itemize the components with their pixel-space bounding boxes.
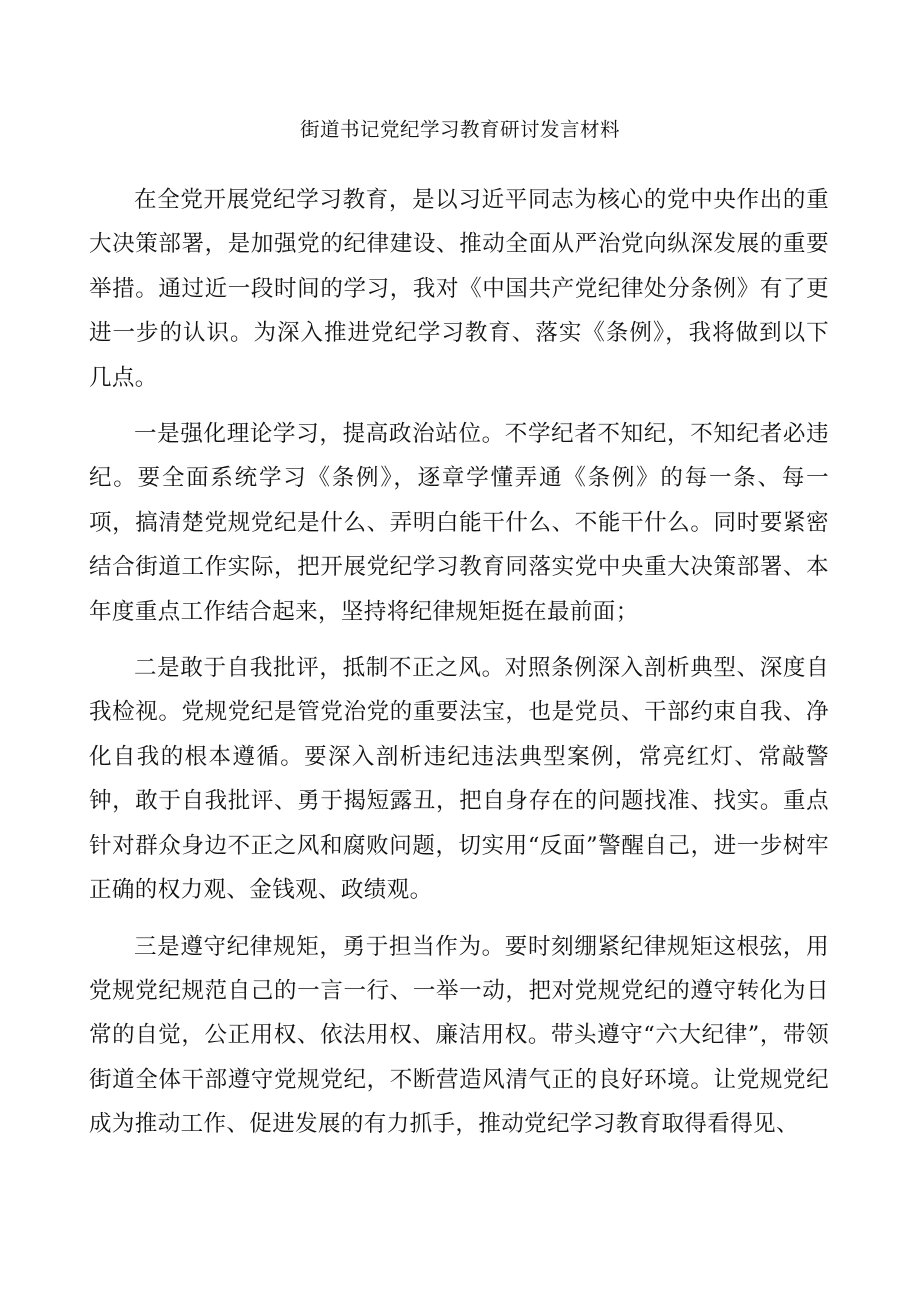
paragraph-intro: 在全党开展党纪学习教育，是以习近平同志为核心的党中央作出的重大决策部署，是加强党的纪律建设、推动全面从严治党向纵深发展的重要举措。通过近一段时间的学习，我对《中国共产党纪律处分条例》有了更进一步的认识。为深入推进党纪学习教育、落实《条例》，我将做到以下几点。 bbox=[89, 187, 829, 391]
paragraph-point-two: 二是敢于自我批评，抵制不正之风。对照条例深入剖析典型、深度自我检视。党规党纪是管党治党的重要法宝，也是党员、干部约束自我、净化自我的根本遵循。要深入剖析违纪违法典型案例，常亮红灯、常敲警钟，敢于自我批评、勇于揭短露丑，把自身存在的问题找准、找实。重点针对群众身边不正之风和腐败问题，切实用“反面”警醒自己，进一步树牢正确的权力观、金钱观、政绩观。 bbox=[89, 655, 829, 904]
paragraph-point-three: 三是遵守纪律规矩，勇于担当作为。要时刻绷紧纪律规矩这根弦，用党规党纪规范自己的一言一行、一举一动，把对党规党纪的遵守转化为日常的自觉，公正用权、依法用权、廉洁用权。带头遵守“六大纪律”，带领街道全体干部遵守党规党纪，不断营造风清气正的良好环境。让党规党纪成为推动工作、促进发展的有力抓手，推动党纪学习教育取得看得见、 bbox=[89, 933, 829, 1138]
document-body bbox=[89, 178, 829, 1147]
document-title: 街道书记党纪学习教育研讨发言材料 bbox=[299, 118, 620, 141]
paragraph-point-one: 一是强化理论学习，提高政治站位。不学纪者不知纪，不知纪者必违纪。要全面系统学习《条例》，逐章学懂弄通《条例》的每一条、每一项，搞清楚党规党纪是什么、弄明白能干什么、不能干什么。同时要紧密结合街道工作实际，把开展党纪学习教育同落实党中央重大决策部署、本年度重点工作结合起来，坚持将纪律规矩挺在最前面； bbox=[89, 421, 829, 625]
